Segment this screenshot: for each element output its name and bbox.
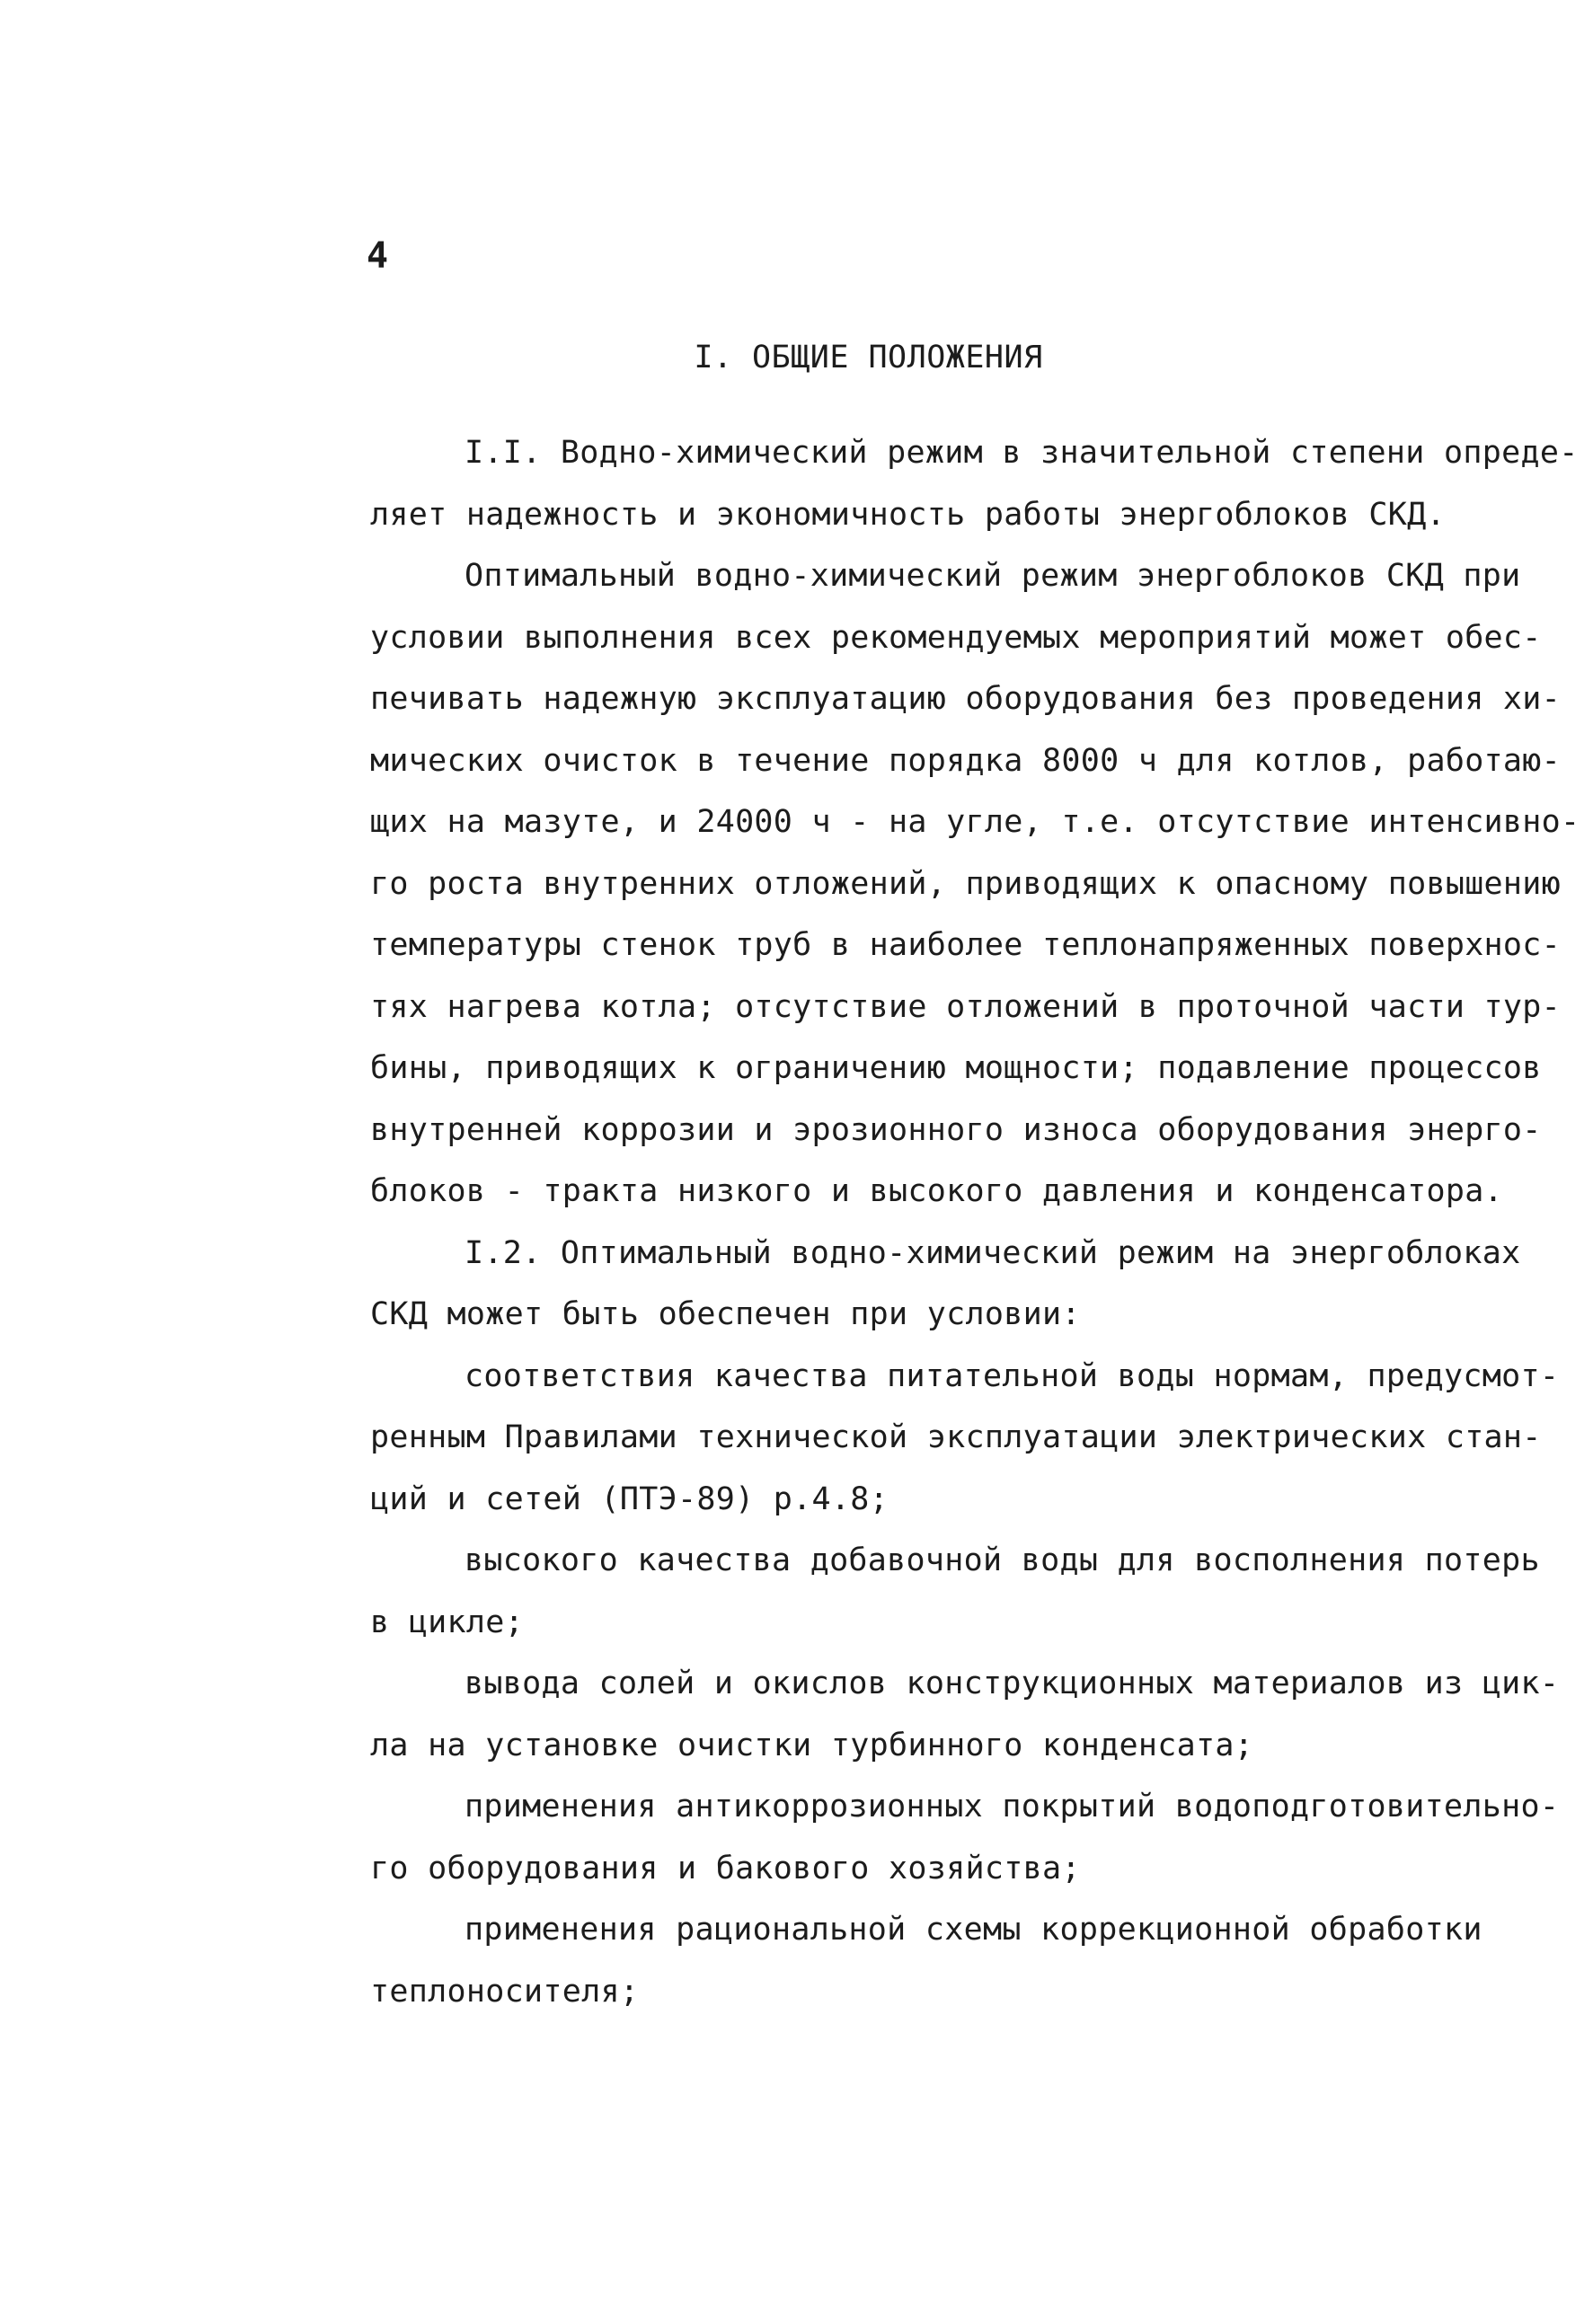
text-line: применения рациональной схемы коррекционной обработки xyxy=(465,1912,1482,1948)
section-title: I. ОБЩИЕ ПОЛОЖЕНИЯ xyxy=(694,340,1043,376)
text-line: тях нагрева котла; отсутствие отложений в проточной части тур- xyxy=(370,988,1562,1025)
text-line: соответствия качества питательной воды нормам, предусмот- xyxy=(465,1357,1560,1394)
text-line: ций и сетей (ПТЭ-89) р.4.8; xyxy=(370,1480,889,1517)
text-line: условии выполнения всех рекомендуемых мероприятий может обес- xyxy=(370,619,1542,656)
text-line: бины, приводящих к ограничению мощности; подавление процессов xyxy=(370,1050,1542,1086)
text-line: го оборудования и бакового хозяйства; xyxy=(370,1850,1081,1887)
text-line: применения антикоррозионных покрытий водоподготовительно- xyxy=(465,1789,1560,1825)
text-line: I.2. Оптимальный водно-химический режим на энергоблоках xyxy=(465,1234,1521,1271)
page-number: 4 xyxy=(367,235,389,277)
text-line: го роста внутренних отложений, приводящих к опасному повышению xyxy=(370,865,1562,902)
text-line: печивать надежную эксплуатацию оборудования без проведения хи- xyxy=(370,681,1562,717)
text-line: Оптимальный водно-химический режим энергоблоков СКД при xyxy=(465,558,1521,594)
text-line: СКД может быть обеспечен при условии: xyxy=(370,1296,1081,1332)
text-line: мических очисток в течение порядка 8000 ч для котлов, работаю- xyxy=(370,742,1562,779)
text-line: I.I. Водно-химический режим в значительной степени опреде- xyxy=(465,435,1579,471)
text-line: температуры стенок труб в наиболее теплонапряженных поверхнос- xyxy=(370,927,1562,963)
text-line: в цикле; xyxy=(370,1604,524,1640)
text-line: ляет надежность и экономичность работы энергоблоков СКД. xyxy=(370,496,1446,533)
text-line: ла на установке очистки турбинного конденсата; xyxy=(370,1727,1254,1763)
text-line: блоков - тракта низкого и высокого давления и конденсатора. xyxy=(370,1173,1503,1209)
text-line: внутренней коррозии и эрозионного износа оборудования энерго- xyxy=(370,1111,1542,1148)
text-line: вывода солей и окислов конструкционных материалов из цик- xyxy=(465,1666,1560,1701)
text-line: высокого качества добавочной воды для восполнения потерь xyxy=(465,1542,1540,1578)
text-line: теплоносителя; xyxy=(370,1973,640,2010)
text-line: щих на мазуте, и 24000 ч - на угле, т.е. отсутствие интенсивно- xyxy=(370,804,1580,840)
text-line: ренным Правилами технической эксплуатации электрических стан- xyxy=(370,1419,1542,1455)
body-text xyxy=(370,422,1580,2022)
